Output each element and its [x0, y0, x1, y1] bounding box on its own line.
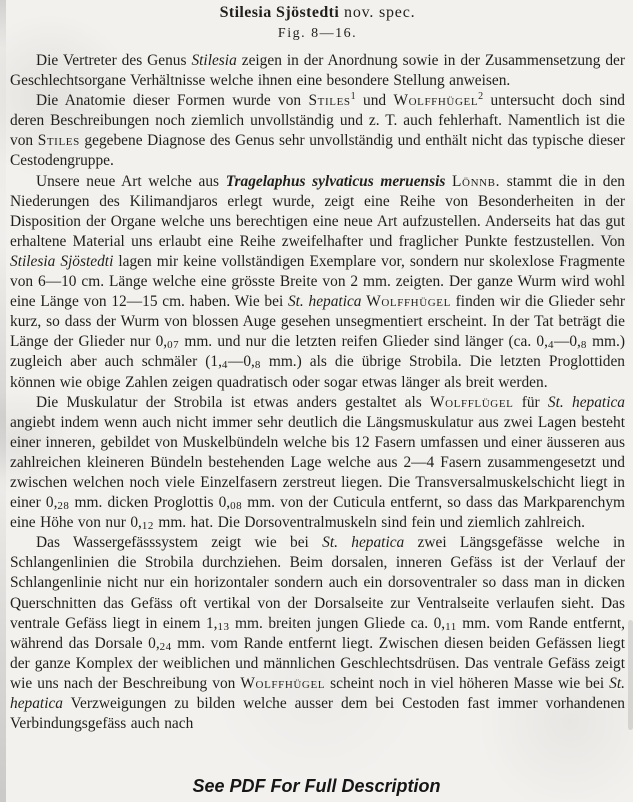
text-segment: mm. vom Rande entfernt, während das Dorsale 0,: [10, 614, 625, 652]
text-segment: und: [355, 92, 394, 110]
text-segment: Die Muskulatur der Strobila ist etwas anders gestaltet als: [36, 393, 430, 411]
text-segment: Tragelaphus sylvaticus meruensis: [225, 172, 446, 190]
species-title: [10, 4, 625, 22]
paragraph: [10, 91, 625, 171]
text-segment: 8: [580, 339, 587, 352]
text-segment: Wolfflügel: [429, 393, 514, 411]
text-segment: mm. und nur die letzten reifen Glieder sind länger (ca. 0,: [179, 333, 548, 351]
text-segment: 4: [547, 339, 554, 352]
figure-reference: Fig. 8—16.: [277, 26, 358, 41]
text-segment: 08: [230, 500, 243, 513]
text-segment: Stilesia: [191, 52, 237, 69]
text-segment: finden wir die Glieder sehr kurz, so dass der Wurm von blossen Auge gesehen unsegmentiert erscheint. In der Tat beträgt die Länge der Glieder nur 0,: [10, 293, 625, 351]
text-segment: —0,: [553, 333, 581, 351]
text-segment: mm. hat. Die Dorsoventralmuskeln sind fein und ziemlich zahlreich.: [153, 514, 585, 532]
text-segment: Unsere neue Art welche aus: [36, 172, 226, 190]
text-segment: Wolffhügel: [393, 92, 479, 110]
text-segment: 13: [217, 620, 230, 633]
footer-note: See PDF For Full Description: [192, 776, 441, 796]
text-segment: angiebt indem wenn auch nicht immer sehr deutlich die Längsmuskulatur aus zwei Lagen besteht einer inneren, gebildet von Muskelbündeln welche bis 12 Fasern umfassen und einer äusseren aus zahlreichen kleineren Bündeln bestehenden Lage welche aus 2—4 Fasern zusammengesetzt und zwischen welchen noch viele Einzelfasern zerstreut liegen. Die Transversalmuskelschicht liegt in einer 0,: [10, 413, 625, 512]
text-segment: Stilesia Sjöstedti: [10, 252, 114, 270]
text-segment: 2: [478, 91, 484, 103]
text-segment: mm. dicken Proglottis 0,: [69, 494, 231, 512]
paragraph: [10, 393, 625, 534]
text-segment: Lönnb.: [452, 172, 501, 190]
scan-artifact-left-edge: [0, 0, 6, 802]
text-segment: 4: [221, 359, 228, 372]
text-segment: 12: [141, 520, 154, 533]
text-segment: stammt die in den Niederungen des Kilimandjaros erlegt wurde, zeigt eine Reihe von Besonderheiten in der Disposition der Organe welche uns berechtigen eine neue Art aufzustellen. Anderseits hat das gut erhaltene Material uns erlaubt eine Reihe zweifelhafter und fraglicher Punkte festzustellen. Von: [10, 172, 625, 250]
text-segment: zeigen in der Anordnung sowie in der Zusammensetzung der Geschlechtsorgane Verhältnisse welche ihnen eine besondere Stellung anweisen.: [10, 52, 625, 90]
text-segment: —0,: [227, 353, 255, 371]
text-segment: Stiles: [37, 132, 80, 150]
text-segment: 07: [167, 339, 180, 352]
text-segment: 28: [57, 500, 70, 513]
text-segment: mm. vom Rande entfernt liegt. Zwischen diesen beiden Gefässen liegt der ganze Komplex der weiblichen und männlichen Geschlechtsdrüsen. Das ventrale Gefäss zeigt wie uns nach der Beschreibung von: [10, 634, 625, 692]
text-segment: St. hepatica: [547, 393, 625, 411]
text-segment: mm.) als die übrige Strobila. Die letzten Proglottiden können wie obige Zahlen zeigen quadratisch oder sogar etwas länger als breit werden.: [10, 353, 625, 391]
text-segment: St. hepatica: [322, 534, 405, 552]
text-segment: 11: [445, 620, 457, 633]
text-segment: Die Anatomie dieser Formen wurde von: [36, 92, 309, 110]
text-segment: St. hepatica: [287, 293, 362, 311]
species-name: Stilesia Sjöstedti: [219, 4, 340, 21]
text-segment: gegebene Diagnose des Genus sehr unvollständig und enthält nicht das typische dieser Cestodengruppe.: [10, 132, 625, 170]
text-segment: 8: [254, 359, 261, 372]
scan-artifact-right-edge: [628, 620, 633, 730]
paragraphs: [10, 51, 625, 734]
text-segment: mm. breiten jungen Gliede ca. 0,: [229, 614, 446, 632]
text-segment: zwei Längsgefässe welche in Schlangenlinien die Strobila durchziehen. Beim dorsalen, inneren Gefäss ist der Verlauf der Schlangenlinie nicht nur ein horizontaler sondern auch ein dorsoventraler so dass man in dicken Querschnitten das Gefäss oft vertikal von der Dorsalseite zur Ventralseite verlaufen sieht. Das ventrale Gefäss liegt in einem 1,: [10, 534, 625, 632]
text-segment: Verzweigungen zu bilden welche ausser dem bei Cestoden fast immer vorhandenen Verbindungsgefäss auch nach: [10, 695, 625, 733]
text-segment: untersucht doch sind deren Beschreibungen noch ziemlich unvollständig und z. T. auch fehlerhaft. Namentlich ist die von: [10, 92, 625, 150]
text-segment: Die Vertreter des Genus: [36, 52, 192, 69]
text-segment: St. hepatica: [10, 674, 625, 712]
paragraph: [10, 172, 625, 393]
text-segment: mm. von der Cuticula entfernt, so dass das Markparenchym eine Höhe von nur 0,: [10, 494, 625, 532]
text-segment: für: [513, 393, 548, 411]
paragraph: [10, 51, 625, 91]
species-qualifier: nov. spec.: [339, 4, 416, 21]
text-segment: mm.) zugleich aber auch schmäler (1,: [10, 333, 625, 371]
text-segment: Das Wassergefässsystem zeigt wie bei: [36, 534, 323, 552]
text-segment: 24: [159, 640, 172, 653]
text-segment: scheint noch in viel höheren Masse wie bei: [325, 674, 610, 692]
text-segment: Stiles: [308, 92, 351, 110]
text-segment: Wolffhügel: [240, 674, 326, 692]
text-segment: Wolffhügel: [366, 293, 451, 311]
text-segment: lagen mir keine vollständigen Exemplare vor, sondern nur skolexlose Fragmente von 6—10 cm. Länge welche eine grösste Breite von 2 mm. zeigten. Der ganze Wurm wird wohl eine Länge von 12—15 cm. haben. Wie bei: [10, 252, 625, 311]
text-segment: 1: [350, 91, 356, 103]
paragraph: [10, 533, 625, 734]
